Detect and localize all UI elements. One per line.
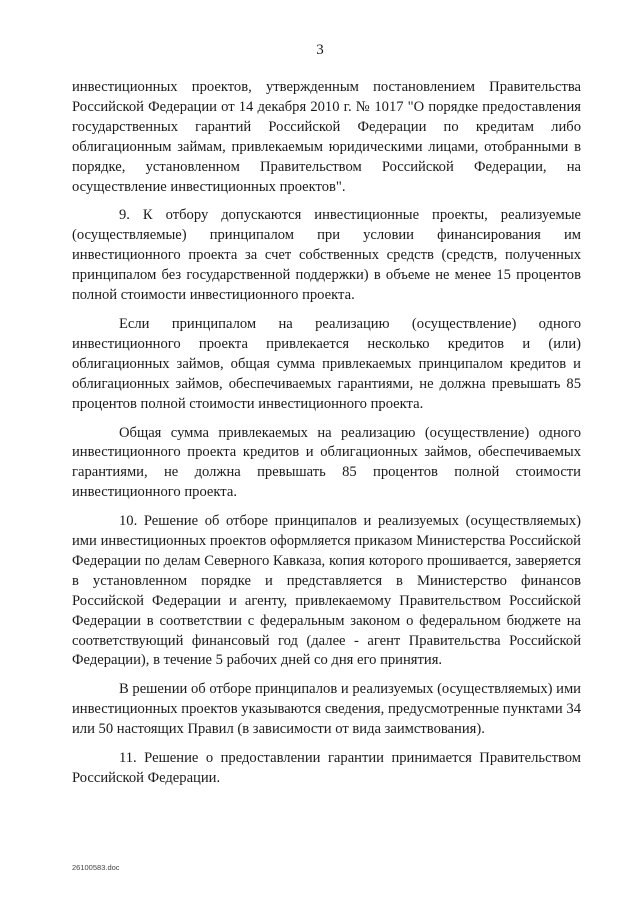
- page-number: 3: [316, 42, 324, 58]
- paragraph-item-9: 9. К отбору допускаются инвестиционные проекты, реализуемые (осуществляемые) принципалом при условии финансирования им инвестиционного проекта за счет собственных средств (средств, полученных принципалом без государственной поддержки) в объеме не менее 15 процентов полной стоимости инвестиционного проекта.: [72, 207, 581, 304]
- paragraph-item-10: 10. Решение об отборе принципалов и реализуемых (осуществляемых) ими инвестиционных проектов оформляется приказом Министерства Российской Федерации по делам Северного Кавказа, копия которого прошивается, заверяется в установленном порядке и представляется в Министерство финансов Российской Федерации и агенту, привлекаемому Правительством Российской Федерации в соответствии с федеральным законом о федеральном бюджете на соответствующий финансовый год (далее - агент Правительства Российской Федерации), в течение 5 рабочих дней со дня его принятия.: [72, 513, 581, 669]
- paragraph-continuation: инвестиционных проектов, утвержденным постановлением Правительства Российской Федерации от 14 декабря 2010 г. № 1017 "О порядке предоставления государственных гарантий Российской Федерации по кредитам либо облигационным займам, привлекаемым юридическими лицами, отобранными в порядке, установленном Правительством Российской Федерации, на осуществление инвестиционных проектов".: [72, 79, 581, 195]
- paragraph-decision-details: В решении об отборе принципалов и реализуемых (осуществляемых) ими инвестиционных проектов указываются сведения, предусмотренные пунктами 34 или 50 настоящих Правил (в зависимости от вида заимствования).: [72, 681, 581, 738]
- document-body: [72, 78, 581, 789]
- paragraph-item-11: 11. Решение о предоставлении гарантии принимается Правительством Российской Федерации.: [72, 750, 581, 786]
- footer-filename: 26100583.doc: [72, 863, 120, 872]
- paragraph-multiple-loans: Если принципалом на реализацию (осуществление) одного инвестиционного проекта привлекается несколько кредитов и (или) облигационных займов, общая сумма привлекаемых принципалом кредитов и облигационных займов, обеспечиваемых гарантиями, не должна превышать 85 процентов полной стоимости инвестиционного проекта.: [72, 315, 581, 412]
- paragraph-total-sum: Общая сумма привлекаемых на реализацию (осуществление) одного инвестиционного проекта кредитов и облигационных займов, обеспечиваемых гарантиями, не должна превышать 85 процентов полной стоимости инвестиционного проекта.: [72, 424, 581, 501]
